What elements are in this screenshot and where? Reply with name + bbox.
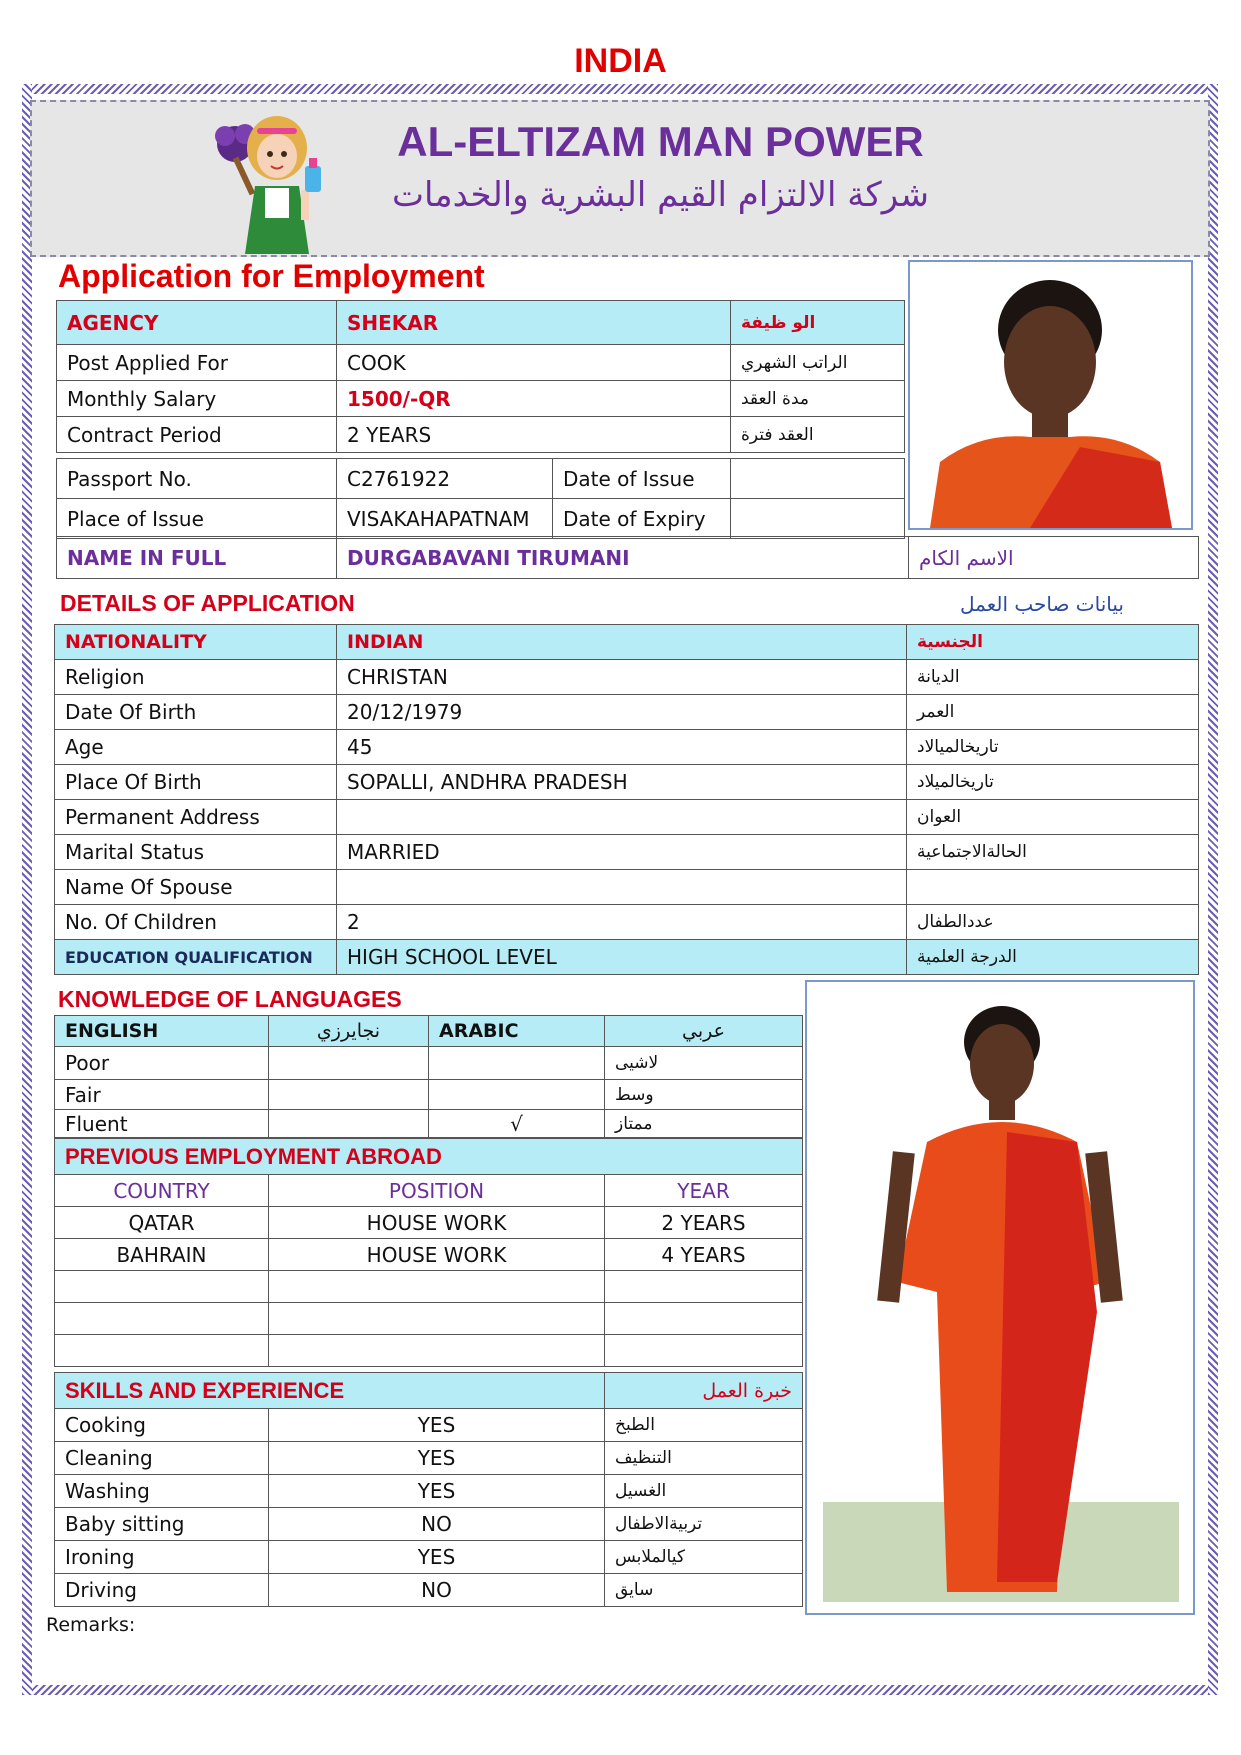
languages-table: [54, 1015, 803, 1138]
table-row: [57, 499, 905, 539]
skill-cleaning-value: YES: [269, 1442, 605, 1475]
post-applied-label: Post Applied For: [57, 345, 337, 381]
education-arabic: الدرجة العلمية: [907, 940, 1199, 975]
skills-title: SKILLS AND EXPERIENCE: [55, 1373, 605, 1409]
place-of-issue-label: Place of Issue: [57, 499, 337, 539]
level-fluent-arabic: √: [429, 1110, 605, 1138]
header-year: YEAR: [605, 1175, 803, 1207]
arabic-label: ARABIC: [429, 1016, 605, 1047]
page-border-top: [22, 84, 1218, 94]
skill-driving-arabic: سايق: [605, 1574, 803, 1607]
english-label-arabic: نجايرزي: [269, 1016, 429, 1047]
level-fluent-arabic-label: ممتاز: [605, 1110, 803, 1138]
place-of-birth-value: SOPALLI, ANDHRA PRADESH: [337, 765, 907, 800]
table-row: [57, 459, 905, 499]
skill-babysitting-label: Baby sitting: [55, 1508, 269, 1541]
level-fair-arabic: [429, 1080, 605, 1110]
employment-country: QATAR: [55, 1207, 269, 1239]
skill-washing-value: YES: [269, 1475, 605, 1508]
level-fluent-label: Fluent: [55, 1110, 269, 1138]
full-name-label: NAME IN FULL: [57, 537, 337, 579]
skill-cooking-value: YES: [269, 1409, 605, 1442]
employment-year: 4 YEARS: [605, 1239, 803, 1271]
table-row: [57, 417, 905, 453]
nationality-value: INDIAN: [337, 625, 907, 660]
level-fair-english: [269, 1080, 429, 1110]
skill-babysitting-arabic: تربيةالاطفال: [605, 1508, 803, 1541]
dob-label: Date Of Birth: [55, 695, 337, 730]
page-border-right: [1208, 84, 1218, 1695]
level-poor-arabic: [429, 1047, 605, 1080]
nationality-label: NATIONALITY: [55, 625, 337, 660]
header-position: POSITION: [269, 1175, 605, 1207]
table-row: [55, 1541, 803, 1574]
page-border-bottom: [22, 1685, 1218, 1695]
applicant-portrait-photo: [908, 260, 1193, 530]
contract-period-label: Contract Period: [57, 417, 337, 453]
skills-table: [54, 1372, 803, 1607]
age-arabic: تاريخالميالاد: [907, 730, 1199, 765]
age-label: Age: [55, 730, 337, 765]
skill-washing-arabic: الغسيل: [605, 1475, 803, 1508]
skill-driving-value: NO: [269, 1574, 605, 1607]
date-of-issue-label: Date of Issue: [553, 459, 731, 499]
employment-title: PREVIOUS EMPLOYMENT ABROAD: [55, 1139, 803, 1175]
page-border-left: [22, 84, 32, 1695]
age-value: 45: [337, 730, 907, 765]
employment-country: BAHRAIN: [55, 1239, 269, 1271]
table-row: [55, 870, 1199, 905]
agency-value: SHEKAR: [337, 301, 731, 345]
children-label: No. Of Children: [55, 905, 337, 940]
nationality-row: [55, 625, 1199, 660]
employment-year: [605, 1335, 803, 1367]
skill-babysitting-value: NO: [269, 1508, 605, 1541]
details-title: DETAILS OF APPLICATION: [60, 590, 355, 616]
level-poor-arabic-label: لاشيى: [605, 1047, 803, 1080]
place-of-issue-value: VISAKAHAPATNAM: [337, 499, 553, 539]
table-row: [57, 345, 905, 381]
table-row: [55, 1047, 803, 1080]
religion-label: Religion: [55, 660, 337, 695]
contract-period-arabic: العقد فترة: [731, 417, 905, 453]
table-row: [55, 730, 1199, 765]
children-arabic: عددالطفال: [907, 905, 1199, 940]
agency-label: AGENCY: [57, 301, 337, 345]
employment-position: [269, 1271, 605, 1303]
agency-row: [57, 301, 905, 345]
application-title: Application for Employment: [58, 258, 485, 294]
table-row: [55, 1271, 803, 1303]
table-row: [55, 1303, 803, 1335]
company-name: AL-ELTIZAM MAN POWER: [397, 118, 924, 165]
table-row: [55, 1335, 803, 1367]
contract-period-value: 2 YEARS: [337, 417, 731, 453]
permanent-address-arabic: العوان: [907, 800, 1199, 835]
employment-year: 2 YEARS: [605, 1207, 803, 1239]
table-row: [55, 800, 1199, 835]
employment-title-row: [55, 1139, 803, 1175]
table-row: [55, 1574, 803, 1607]
employment-year: [605, 1271, 803, 1303]
skills-title-arabic: خبرة العمل: [605, 1373, 803, 1409]
skill-cleaning-label: Cleaning: [55, 1442, 269, 1475]
table-row: [55, 905, 1199, 940]
english-label: ENGLISH: [65, 1020, 159, 1042]
header-country: COUNTRY: [55, 1175, 269, 1207]
education-row: [55, 940, 1199, 975]
agency-label-arabic: الو ظيفة: [731, 301, 905, 345]
employment-country: [55, 1271, 269, 1303]
marital-status-value: MARRIED: [337, 835, 907, 870]
marital-status-arabic: الحالةالاجتماعية: [907, 835, 1199, 870]
table-row: [55, 1508, 803, 1541]
full-name-table: [56, 536, 1199, 579]
employment-country: [55, 1335, 269, 1367]
nationality-arabic: الجنسية: [907, 625, 1199, 660]
remarks-label: Remarks:: [46, 1614, 136, 1636]
table-row: [57, 381, 905, 417]
table-row: [57, 537, 1199, 579]
table-row: [55, 1080, 803, 1110]
education-label: EDUCATION QUALIFICATION: [55, 940, 337, 975]
employment-year: [605, 1303, 803, 1335]
employment-header-row: [55, 1175, 803, 1207]
skills-title-row: [55, 1373, 803, 1409]
english-header-cell: [55, 1016, 269, 1047]
employment-table: [54, 1138, 803, 1367]
level-fair-label: Fair: [55, 1080, 269, 1110]
skill-driving-label: Driving: [55, 1574, 269, 1607]
table-row: [55, 765, 1199, 800]
date-of-issue-value: [731, 459, 905, 499]
employment-position: HOUSE WORK: [269, 1239, 605, 1271]
table-row: [55, 1239, 803, 1271]
employment-position: [269, 1303, 605, 1335]
religion-value: CHRISTAN: [337, 660, 907, 695]
languages-title: KNOWLEDGE OF LANGUAGES: [58, 986, 402, 1012]
table-row: [55, 1475, 803, 1508]
table-row: [55, 1442, 803, 1475]
table-row: [55, 1110, 803, 1138]
level-poor-label: Poor: [55, 1047, 269, 1080]
employment-position: [269, 1335, 605, 1367]
passport-no-label: Passport No.: [57, 459, 337, 499]
skill-ironing-arabic: كيالملابس: [605, 1541, 803, 1574]
table-row: [55, 835, 1199, 870]
monthly-salary-label: Monthly Salary: [57, 381, 337, 417]
employment-position: HOUSE WORK: [269, 1207, 605, 1239]
full-name-arabic: الاسم الكام: [909, 537, 1199, 579]
languages-header-row: [55, 1016, 803, 1047]
post-applied-arabic: الراتب الشهري: [731, 345, 905, 381]
monthly-salary-arabic: مدة العقد: [731, 381, 905, 417]
passport-table: [56, 458, 905, 539]
dob-value: 20/12/1979: [337, 695, 907, 730]
skill-cooking-label: Cooking: [55, 1409, 269, 1442]
level-fluent-english: [269, 1110, 429, 1138]
passport-no-value: C2761922: [337, 459, 553, 499]
company-name-arabic: شركة الالتزام القيم البشرية والخدمات: [392, 175, 929, 215]
skill-washing-label: Washing: [55, 1475, 269, 1508]
spouse-name-label: Name Of Spouse: [55, 870, 337, 905]
applicant-full-body-photo: [805, 980, 1195, 1615]
permanent-address-value: [337, 800, 907, 835]
country-heading: INDIA: [574, 42, 667, 80]
level-fair-arabic-label: وسط: [605, 1080, 803, 1110]
table-row: [55, 660, 1199, 695]
marital-status-label: Marital Status: [55, 835, 337, 870]
table-row: [55, 1207, 803, 1239]
table-row: [55, 695, 1199, 730]
details-title-arabic: بيانات صاحب العمل: [960, 592, 1124, 616]
skill-ironing-label: Ironing: [55, 1541, 269, 1574]
dob-arabic: العمر: [907, 695, 1199, 730]
spouse-name-arabic: [907, 870, 1199, 905]
place-of-birth-arabic: تاريخالميلاد: [907, 765, 1199, 800]
religion-arabic: الديانة: [907, 660, 1199, 695]
place-of-birth-label: Place Of Birth: [55, 765, 337, 800]
arabic-label-arabic: عربي: [605, 1016, 803, 1047]
employment-country: [55, 1303, 269, 1335]
education-value: HIGH SCHOOL LEVEL: [337, 940, 907, 975]
permanent-address-label: Permanent Address: [55, 800, 337, 835]
skill-cleaning-arabic: التنظيف: [605, 1442, 803, 1475]
level-poor-english: [269, 1047, 429, 1080]
position-table: [56, 300, 905, 453]
skill-ironing-value: YES: [269, 1541, 605, 1574]
monthly-salary-value: 1500/-QR: [337, 381, 731, 417]
details-table: [54, 624, 1199, 975]
full-name-value: DURGABAVANI TIRUMANI: [337, 537, 909, 579]
skill-cooking-arabic: الطبخ: [605, 1409, 803, 1442]
children-value: 2: [337, 905, 907, 940]
date-of-expiry-label: Date of Expiry: [553, 499, 731, 539]
table-row: [55, 1409, 803, 1442]
post-applied-value: COOK: [337, 345, 731, 381]
spouse-name-value: [337, 870, 907, 905]
date-of-expiry-value: [731, 499, 905, 539]
